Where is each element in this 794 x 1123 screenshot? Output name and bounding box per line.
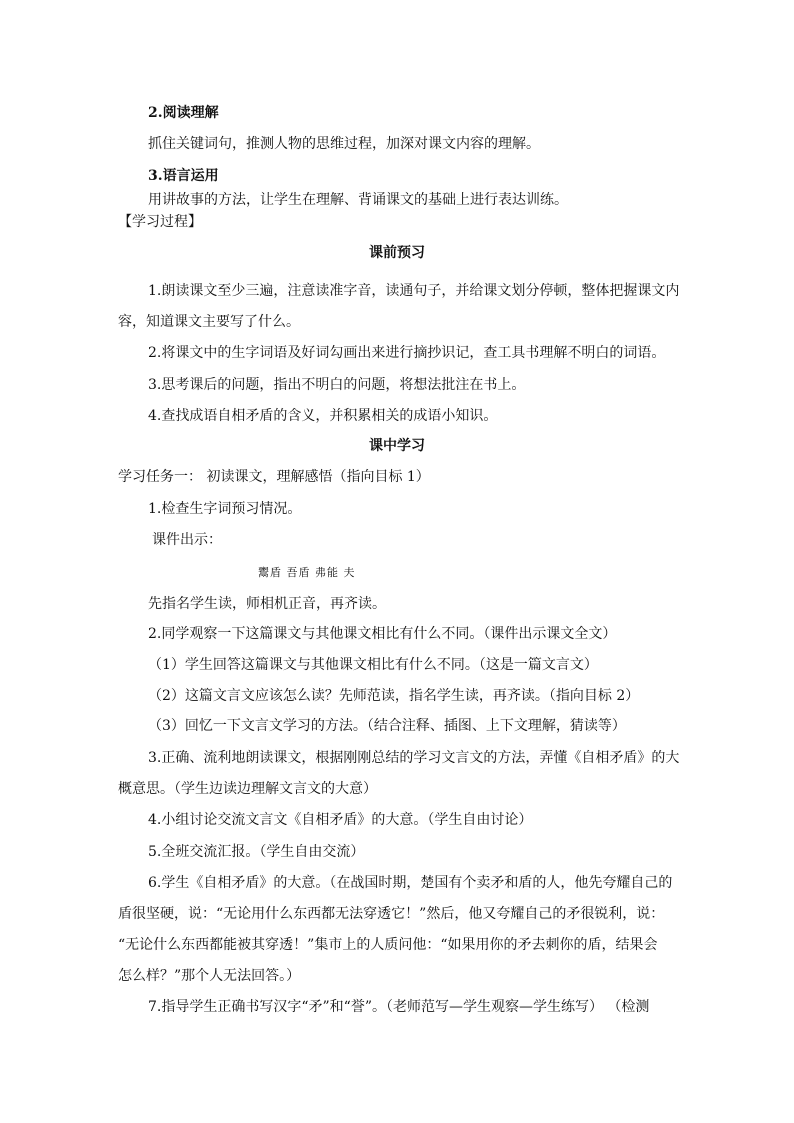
language-heading: 3.语言运用 [148,168,219,184]
inclass-line: 3.正确、流利地朗读课文，根据刚刚总结的学习文言文的方法，弄懂《自相矛盾》的大 [148,750,680,766]
vocab-words: 鬻盾 吾盾 弗能 夫 [258,566,356,579]
inclass-line: 4.小组讨论交流文言文《自相矛盾》的大意。（学生自由讨论） [148,812,533,828]
inclass-line: （1）学生回答这篇课文与其他课文相比有什么不同。（这是一篇文言文） [148,657,598,673]
inclass-line: （2）这篇文言文应该怎么读？先师范读，指名学生读，再齐读。（指向目标 2） [148,688,640,704]
inclass-line: 2.同学观察一下这篇课文与其他课文相比有什么不同。（课件出示课文全文） [148,626,617,642]
language-text: 用讲故事的方法，让学生在理解、背诵课文的基础上进行表达训练。 [148,192,568,208]
inclass-line: 7.指导学生正确书写汉字“矛”和“誉”。（老师范写—学生观察—学生练写） （检测 [148,999,650,1015]
inclass-line: 概意思。（学生边读边理解文言文的大意） [118,781,377,797]
preview-title: 课前预习 [369,245,425,261]
inclass-line: 6.学生《自相矛盾》的大意。（在战国时期，楚国有个卖矛和盾的人，他先夸耀自己的 [148,875,673,891]
inclass-line: 先指名学生读，师相机正音，再齐读。 [148,596,386,612]
inclass-line: （3）回忆一下文言文学习的方法。（结合注释、插图、上下文理解，猜读等） [148,718,626,734]
inclass-title: 课中学习 [369,438,425,454]
preview-item: 4.查找成语自相矛盾的含义，并积累相关的成语小知识。 [148,408,498,424]
inclass-line: 1.检查生字词预习情况。 [148,501,302,517]
reading-heading: 2.阅读理解 [148,105,219,121]
process-heading: 【学习过程】 [118,214,202,230]
reading-text: 抓住关键词句，推测人物的思维过程，加深对课文内容的理解。 [148,136,540,152]
preview-item: 1.朗读课文至少三遍，注意读准字音，读通句子，并给课文划分停顿，整体把握课文内 [148,283,680,299]
preview-item: 2.将课文中的生字词语及好词勾画出来进行摘抄识记，查工具书理解不明白的词语。 [148,345,666,361]
preview-item: 容，知道课文主要写了什么。 [118,314,300,330]
inclass-line: 盾很坚硬，说：“无论用什么东西都无法穿透它！”然后，他又夸耀自己的矛很锐利，说： [118,906,665,922]
inclass-line: “无论什么东西都能被其穿透！”集市上的人质问他：“如果用你的矛去刺你的盾，结果会 [118,937,658,953]
courseware-label: 课件出示： [152,532,222,548]
inclass-line: 怎么样？”那个人无法回答。） [118,968,301,984]
task-heading: 学习任务一： 初读课文，理解感悟（指向目标 1） [118,469,430,485]
inclass-line: 5.全班交流汇报。（学生自由交流） [148,844,365,860]
preview-item: 3.思考课后的问题，指出不明白的问题，将想法批注在书上。 [148,377,526,393]
